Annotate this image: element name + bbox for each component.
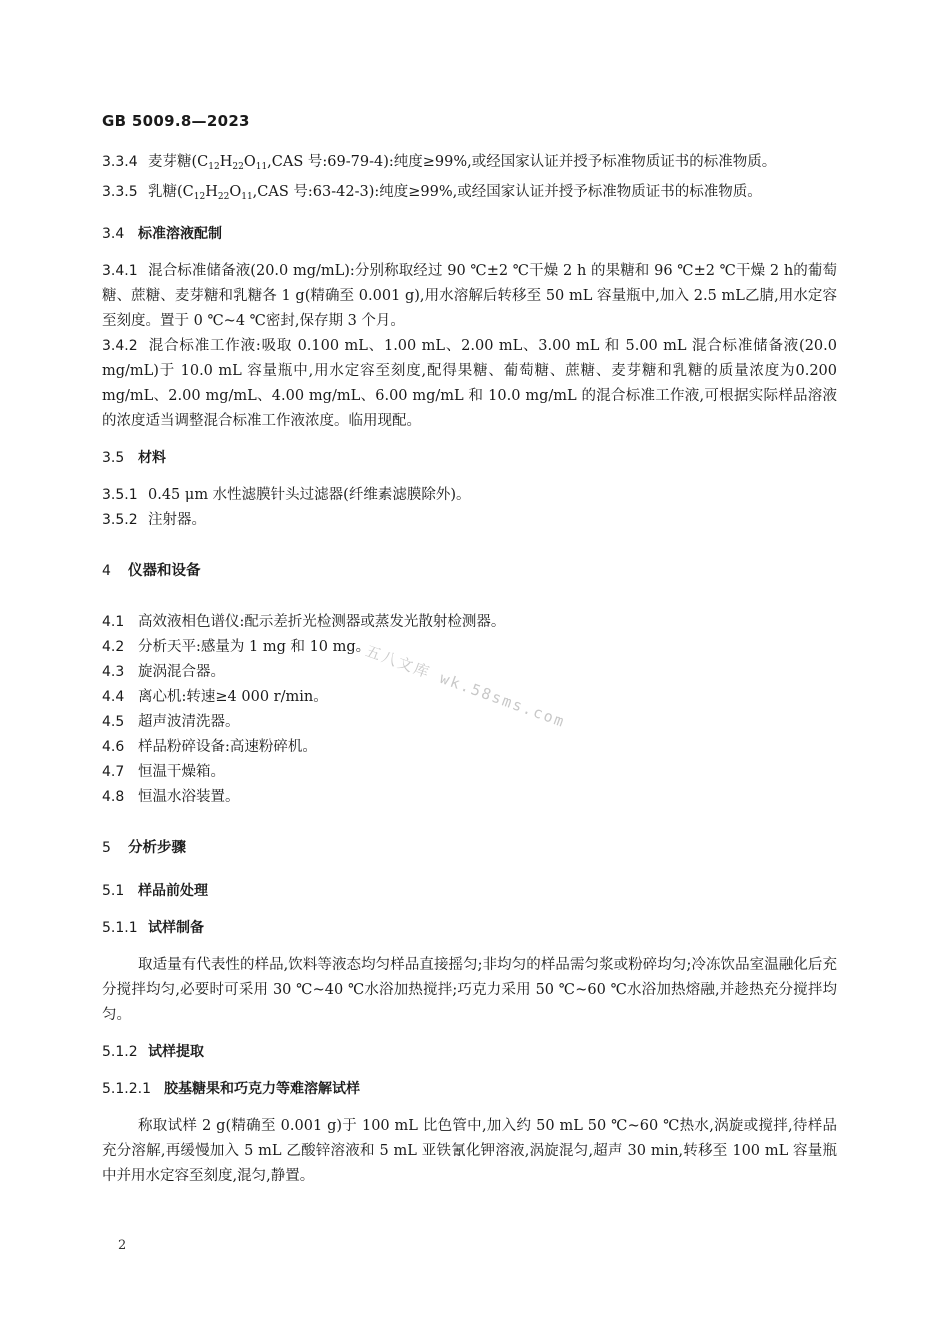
item-text: 高效液相色谱仪:配示差折光检测器或蒸发光散射检测器。: [138, 614, 506, 630]
section-title: 标准溶液配制: [138, 226, 222, 242]
list-item: [102, 735, 837, 760]
item-number: 4.7: [102, 764, 125, 780]
item-number: 4.3: [102, 664, 125, 680]
section-title: 材料: [138, 450, 166, 466]
paragraph-sample-prep: 取适量有代表性的样品,饮料等液态均匀样品直接摇匀;非均匀的样品需匀浆或粉碎均匀;冷冻饮品室温融化后充分搅拌均匀,必要时可采用 30 ℃~40 ℃水浴加热搅拌;巧克力采用 50 ℃~60 ℃水浴加热熔融,并趁热充分搅拌均匀。: [102, 957, 837, 1023]
section-title: 试样提取: [148, 1044, 204, 1060]
clause-3-3-5: [102, 180, 837, 210]
item-number: 4.6: [102, 739, 125, 755]
section-heading-5-1-1: [102, 916, 837, 941]
clause-number: 3.4.1: [102, 263, 138, 279]
section-heading-5-1-2: [102, 1040, 837, 1065]
clause-text: 混合标准工作液:吸取 0.100 mL、1.00 mL、2.00 mL、3.00 mL 和 5.00 mL 混合标准储备液(20.0 mg/mL)于 10.0 mL 容量瓶中,用水定容至刻度,配得果糖、葡萄糖、蔗糖、麦芽糖和乳糖的质量浓度为0.200 mg/mL、2.00 mg/mL、4.00 mg/mL、6.00 mg/mL 和 10.0 mg/mL 的混合标准工作液,可根据实际样品溶液的浓度适当调整混合标准工作液浓度。临用现配。: [102, 338, 837, 429]
item-number: 4.5: [102, 714, 125, 730]
section-heading-5-1-2-1: [102, 1077, 837, 1102]
subscript: 12: [193, 192, 206, 202]
clause-text: O: [229, 184, 242, 200]
item-text: 恒温水浴装置。: [138, 789, 240, 805]
section-number: 3.4: [102, 226, 125, 242]
list-item: [102, 635, 837, 660]
chapter-number: 5: [102, 840, 111, 856]
item-number: 4.1: [102, 614, 125, 630]
clause-3-3-4: [102, 150, 837, 180]
clause-number: 3.3.5: [102, 184, 138, 200]
clause-number: 3.5.2: [102, 512, 138, 528]
chapter-number: 4: [102, 563, 111, 579]
clause-text: H: [205, 184, 218, 200]
item-text: 恒温干燥箱。: [138, 764, 225, 780]
chapter-title: 仪器和设备: [128, 563, 201, 579]
item-text: 超声波清洗器。: [138, 714, 240, 730]
item-number: 4.4: [102, 689, 125, 705]
clause-3-5-1: [102, 483, 837, 508]
section-title: 试样制备: [148, 920, 204, 936]
clause-text: 注射器。: [148, 512, 206, 528]
clause-3-4-2: [102, 334, 837, 434]
list-item: [102, 785, 837, 810]
subscript: 22: [217, 192, 230, 202]
chapter-heading-4: [102, 559, 837, 584]
subscript: 12: [208, 162, 220, 172]
section-title: 样品前处理: [138, 883, 208, 899]
section-title: 胶基糖果和巧克力等难溶解试样: [164, 1081, 360, 1097]
subscript: 22: [232, 162, 244, 172]
section-number: 3.5: [102, 450, 125, 466]
clause-text: 乳糖(C: [148, 184, 194, 200]
section-heading-5-1: [102, 879, 837, 904]
list-item: [102, 760, 837, 785]
item-number: 4.2: [102, 639, 125, 655]
section-number: 5.1.2: [102, 1044, 138, 1060]
clause-text: 混合标准储备液(20.0 mg/mL):分别称取经过 90 ℃±2 ℃干燥 2 h 的果糖和 96 ℃±2 ℃干燥 2 h的葡萄糖、蔗糖、麦芽糖和乳糖各 1 g(精确至 0.001 g),用水溶解后转移至 50 mL 容量瓶中,加入 2.5 mL乙腈,用水定容至刻度。置于 0 ℃~4 ℃密封,保存期 3 个月。: [102, 263, 837, 329]
clause-text: ,CAS 号:63-42-3):纯度≥99%,或经国家认证并授予标准物质证书的标准物质。: [252, 184, 762, 200]
item-number: 4.8: [102, 789, 125, 805]
clause-3-5-2: [102, 508, 837, 533]
section-heading-3-5: [102, 446, 837, 471]
subscript: 11: [241, 192, 253, 202]
watermark: 五八文库 wk.58sms.com: [363, 641, 568, 732]
clause-number: 3.3.4: [102, 154, 138, 170]
item-text: 样品粉碎设备:高速粉碎机。: [138, 739, 317, 755]
clause-text: 0.45 μm 水性滤膜针头过滤器(纤维素滤膜除外)。: [148, 487, 471, 503]
list-item: [102, 710, 837, 735]
item-text: 分析天平:感量为 1 mg 和 10 mg。: [138, 639, 371, 655]
section-number: 5.1.1: [102, 920, 138, 936]
clause-3-4-1: [102, 259, 837, 334]
document-body: [102, 150, 837, 1189]
clause-text: O: [243, 154, 256, 170]
item-text: 离心机:转速≥4 000 r/min。: [138, 689, 328, 705]
section-number: 5.1: [102, 883, 125, 899]
chapter-title: 分析步骤: [128, 840, 186, 856]
instrument-list: [102, 610, 837, 810]
clause-text: H: [219, 154, 233, 170]
clause-number: 3.4.2: [102, 338, 138, 354]
standard-code: GB 5009.8—2023: [102, 112, 250, 130]
clause-text: ,CAS 号:69-79-4):纯度≥99%,或经国家认证并授予标准物质证书的标准物质。: [267, 154, 777, 170]
section-number: 5.1.2.1: [102, 1081, 151, 1097]
page-number: 2: [118, 1238, 127, 1253]
clause-number: 3.5.1: [102, 487, 138, 503]
subscript: 11: [255, 162, 268, 172]
chapter-heading-5: [102, 836, 837, 861]
item-text: 旋涡混合器。: [138, 664, 225, 680]
list-item: [102, 610, 837, 635]
section-heading-3-4: [102, 222, 837, 247]
paragraph-extraction: 称取试样 2 g(精确至 0.001 g)于 100 mL 比色管中,加入约 50 mL 50 ℃~60 ℃热水,涡旋或搅拌,待样品充分溶解,再缓慢加入 5 mL 乙酸锌溶液和 5 mL 亚铁氰化钾溶液,涡旋混匀,超声 30 min,转移至 100 mL 容量瓶中并用水定容至刻度,混匀,静置。: [102, 1118, 837, 1184]
clause-text: 麦芽糖(C: [148, 154, 209, 170]
